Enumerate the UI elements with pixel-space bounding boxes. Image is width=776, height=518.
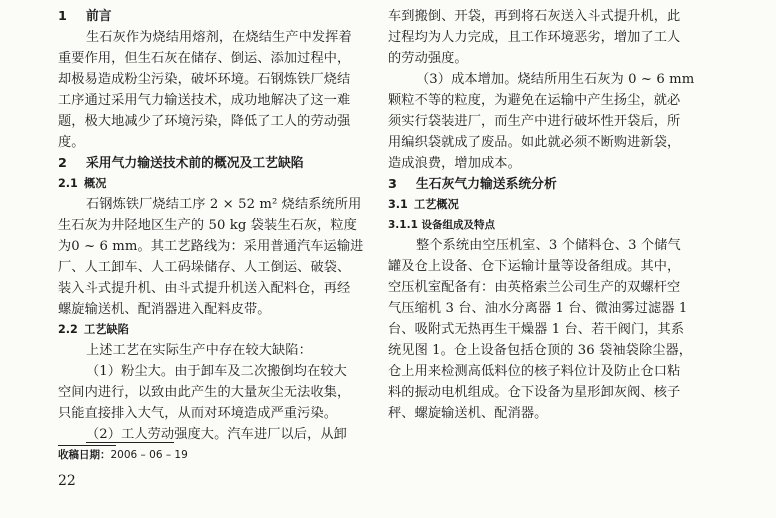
subsection-number: 2.2 [58, 323, 78, 336]
page-number: 22 [58, 473, 76, 489]
paragraph-line: 台、吸附式无热再生干燥器 1 台、若干阀门，其系 [388, 322, 685, 337]
paragraph-line: 装入斗式提升机、由斗式提升机送入配料仓，再经 [58, 281, 351, 296]
paragraph-line: 气压缩机 3 台、油水分离器 1 台、微油雾过滤器 1 [388, 301, 688, 316]
section-3-heading [388, 174, 700, 195]
paragraph-line: 空间内进行，以致由此产生的大量灰尘无法收集， [58, 385, 351, 400]
subsection-number: 3.1 [388, 198, 408, 211]
section-number: 3 [388, 177, 397, 192]
paragraph-line: 石钢炼铁厂烧结工序 2 × 52 m² 烧结系统所用 [86, 197, 362, 212]
section-title: 前言 [86, 9, 112, 24]
subsection-2-2-heading [58, 320, 370, 340]
subsection-3-1-heading [388, 195, 700, 215]
paragraph-line: 罐及仓上设备、仓下运输计量等设备组成。其中， [388, 259, 681, 274]
paragraph-line: 厂、人工卸车、人工码垛储存、人工倒运、破袋、 [58, 260, 351, 275]
subsection-title: 概况 [84, 177, 107, 190]
paragraph-line: 仓上用来检测高低料位的核子料位计及防止仓口粘 [388, 364, 681, 379]
paragraph-line: 只能直接排入大气，从而对环境造成严重污染。 [58, 406, 338, 421]
paragraph-line: 的劳动强度。 [388, 51, 468, 66]
paragraph-line: 题，极大地减少了环境污染，降低了工人的劳动强 [58, 114, 351, 129]
section-number: 1 [58, 9, 67, 24]
section-title: 采用气力输送技术前的概况及工艺缺陷 [86, 156, 304, 171]
paragraph-line: （3）成本增加。烧结所用生石灰为 0 ~ 6 mm [416, 72, 695, 87]
paragraph-line: 车到搬倒、开袋，再到将石灰送入斗式提升机，此 [388, 9, 681, 24]
underlined-text: （2）工人劳动 [86, 427, 175, 442]
paragraph-line: 颗粒不等的粒度，为避免在运输中产生扬尘，就必 [388, 93, 681, 108]
subsubsection-3-1-1-heading: 3.1.1 设备组成及特点 [388, 219, 496, 231]
section-1-heading [58, 6, 370, 27]
subsection-title: 工艺缺陷 [84, 323, 129, 336]
section-title: 生石灰气力输送系统分析 [416, 177, 557, 192]
received-label: 收稿日期： [58, 449, 111, 461]
paragraph-line: 为0 ~ 6 mm。其工艺路线为：采用普通汽车运输进 [58, 239, 364, 254]
paragraph-line: 生石灰为井陉地区生产的 50 kg 袋装生石灰，粒度 [58, 218, 357, 233]
paragraph-line: （1）粉尘大。由于卸车及二次搬倒均在较大 [86, 364, 347, 379]
paragraph-line: 统见图 1。仓上设备包括仓顶的 36 袋袖袋除尘器， [388, 343, 693, 358]
paragraph-line: 整个系统由空压机室、3 个储料仓、3 个储气 [416, 238, 681, 253]
paragraph-line: 上述工艺在实际生产中存在较大缺陷： [86, 343, 312, 358]
paragraph-line: 空压机室配备有：由英格索兰公司生产的双螺杆空 [388, 280, 681, 295]
paragraph-line: 过程均为人力完成，且工作环境恶劣，增加了工人 [388, 30, 681, 45]
subsection-2-1-heading [58, 174, 370, 194]
paragraph-line [58, 424, 370, 445]
paragraph-line: 重要作用，但生石灰在储存、倒运、添加过程中， [58, 51, 351, 66]
paragraph-line: 螺旋输送机、配消器进入配料皮带。 [58, 302, 271, 317]
received-date: 2006 – 06 – 19 [110, 449, 188, 461]
paragraph-line: 生石灰作为烧结用熔剂，在烧结生产中发挥着 [86, 30, 352, 45]
paragraph-text: 强度大。汽车进厂以后，从卸 [174, 427, 347, 442]
received-date-note [58, 446, 370, 464]
paragraph-line: 用编织袋就成了废品。如此就必须不断购进新袋， [388, 135, 681, 150]
section-number: 2 [58, 156, 67, 171]
paragraph-line: 工序通过采用气力输送技术，成功地解决了这一难 [58, 93, 351, 108]
paragraph-line: 却极易造成粉尘污染，破坏环境。石钢炼铁厂烧结 [58, 72, 351, 87]
right-column [388, 6, 700, 424]
subsection-number: 2.1 [58, 177, 78, 190]
subsection-title: 工艺概况 [414, 198, 459, 211]
left-column [58, 6, 370, 492]
paragraph-line: 秤、螺旋输送机、配消器。 [388, 406, 548, 421]
section-2-heading [58, 153, 370, 174]
paragraph-line: 造成浪费，增加成本。 [388, 156, 521, 171]
paragraph-line: 度。 [58, 135, 85, 150]
paragraph-line: 须实行袋装进厂，而生产中进行破坏性开袋后，所 [388, 114, 681, 129]
paragraph-line: 料的振动电机组成。仓下设备为星形卸灰阀、核子 [388, 385, 681, 400]
